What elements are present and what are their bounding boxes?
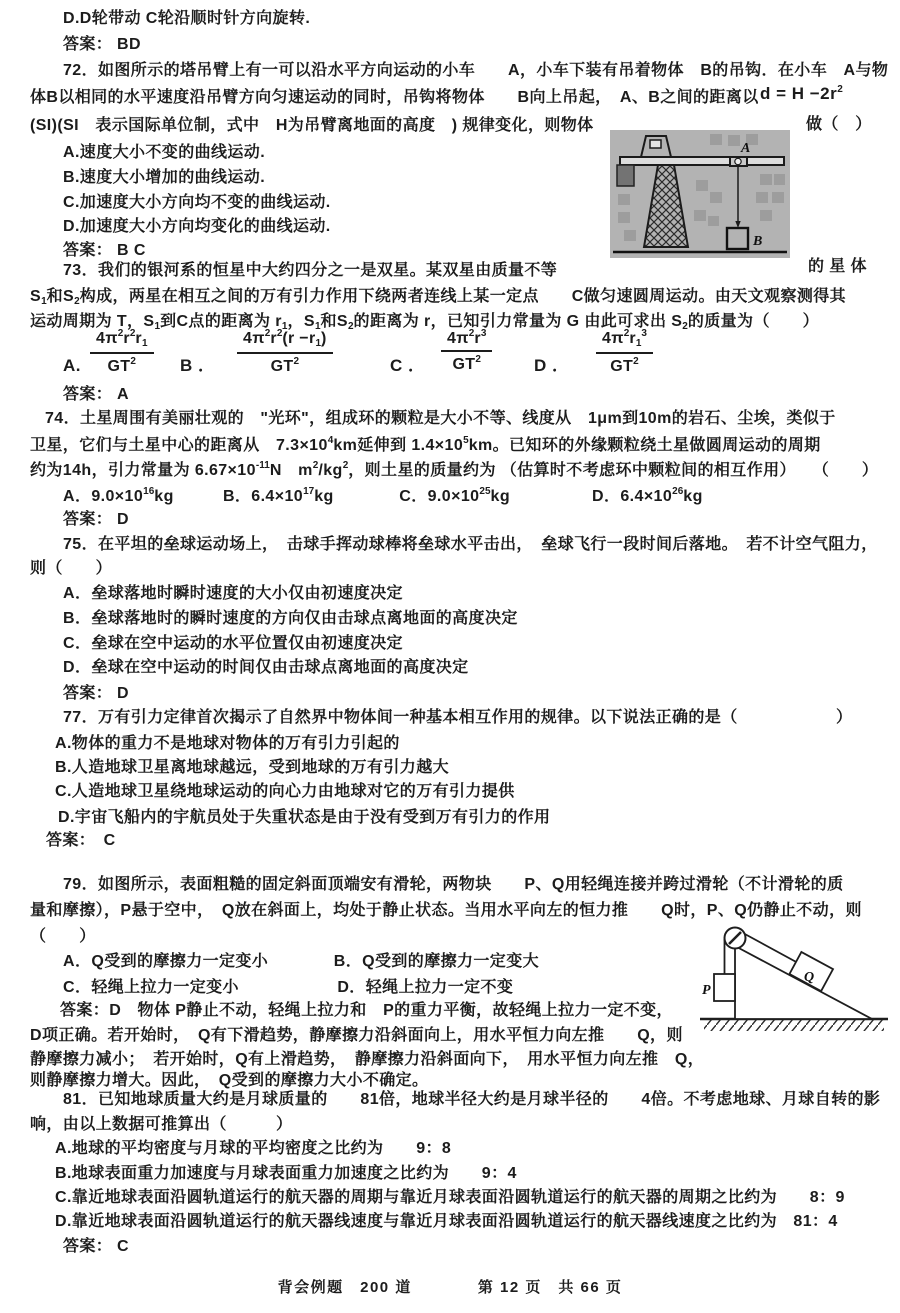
q77-line1: 77．万有引力定律首次揭示了自然界中物体间一种基本相互作用的规律。以下说法正确的是（ ）: [63, 709, 853, 726]
q81-option-a: A.地球的平均密度与月球的平均密度之比约为 9：8: [55, 1140, 452, 1157]
crane-block-b: [727, 228, 748, 249]
q79-line2: 量和摩擦），P悬于空中， Q放在斜面上，均处于静止状态。当用水平向左的恒力推 Q时，P、Q仍静止不动，则: [30, 902, 862, 919]
q71-answer: 答案： BD: [63, 36, 141, 53]
q79-line1: 79．如图所示，表面粗糙的固定斜面顶端安有滑轮，两物块 P、Q用轻绳连接并跨过滑轮（不计滑轮的质: [63, 876, 844, 893]
q79-answer-line4: 则静摩擦力增大。因此， Q受到的摩擦力大小不确定。: [30, 1072, 429, 1089]
q72-line3b: 做（ ）: [806, 116, 872, 133]
q75-answer: 答案： D: [63, 685, 130, 702]
q74-line2: 卫星，它们与土星中心的距离从 $7.3\times 10^4km$延伸到 $1.4\times 10^5km$。已知环的外缘颗粒绕土星做圆周运动的周期: [30, 435, 821, 454]
q72-option-d: D.加速度大小方向均变化的曲线运动.: [63, 218, 331, 235]
q73-line1: 73．我们的银河系的恒星中大约四分之一是双星。某双星由质量不等: [63, 262, 558, 279]
q75-option-d: D．垒球在空中运动的时间仅由击球点离地面的高度决定: [63, 659, 469, 676]
q75-option-a: A．垒球落地时瞬时速度的大小仅由初速度决定: [63, 585, 403, 602]
q73-line3: 运动周期为 T，$S_1$到C点的距离为 $r_1$，$S_1$和$S_2$的距离为 r，已知引力常量为 G 由此可求出 $S_2$的质量为（ ）: [30, 313, 820, 332]
q73-answer: 答案： A: [63, 386, 130, 403]
q79-options-ab: A．Q受到的摩擦力一定变小 B．Q受到的摩擦力一定变大: [63, 953, 540, 970]
crane-boom: [620, 157, 784, 165]
q72-line2: 体B以相同的水平速度沿吊臂方向匀速运动的同时，吊钩将物体 B向上吊起， A、B之间的距离以: [30, 89, 759, 106]
q74-line1: 74．土星周围有美丽壮观的 "光环"，组成环的颗粒是大小不等、线度从 1μm到10m的岩石、尘埃，类似于: [45, 410, 836, 427]
q75-line1: 75．在平坦的垒球运动场上， 击球手挥动球棒将垒球水平击出， 垒球飞行一段时间后落地。 若不计空气阻力，: [63, 536, 878, 553]
q77-option-d: D.宇宙飞船内的宇航员处于失重状态是由于没有受到万有引力的作用: [58, 809, 551, 826]
q72-line3: (SI)(SI 表示国际单位制，式中 H为吊臂离地面的高度 ) 规律变化，则物体: [30, 117, 594, 134]
ground-hatching: [704, 1020, 884, 1031]
q73-option-c-formula: [441, 328, 492, 375]
q73-option-b-formula: [237, 328, 333, 376]
q81-answer: 答案： C: [63, 1238, 130, 1255]
q73-line1b: 的 星 体: [808, 258, 867, 275]
q79-answer-line1: 答案：D 物体 P静止不动，轻绳上拉力和 P的重力平衡，故轻绳上拉力一定不变，: [60, 1002, 673, 1019]
q73-option-a-label: A.: [63, 356, 81, 375]
q73-line2: $S_1$和$S_2$构成，两星在相互之间的万有引力作用下绕两者连线上某一定点 C做匀速圆周运动。由天文观察测得其: [30, 288, 847, 307]
q79-answer-line3: 静摩擦力减小； 若开始时，Q有上滑趋势， 静摩擦力沿斜面向下， 用水平恒力向左推 Q，: [30, 1051, 705, 1068]
q79-line3: （ ）: [30, 928, 96, 945]
q75-option-b: B．垒球落地时的瞬时速度的方向仅由击球点离地面的高度决定: [63, 610, 518, 627]
q81-option-d: D.靠近地球表面沿圆轨道运行的航天器线速度与靠近月球表面沿圆轨道运行的航天器线速度之比约为 81：4: [55, 1213, 838, 1230]
crane-counterweight: [617, 165, 634, 186]
q73-option-c-label: C ．: [390, 356, 426, 375]
incline-figure: [698, 915, 890, 1037]
q74-options: A．$9.0\times 10^{16}kg$ B．$6.4\times 10^{17}kg$ C．$9.0\times 10^{25}kg$ D．$6.4\times 10^{26}kg$: [63, 486, 703, 505]
q79-answer-line2: D项正确。若开始时， Q有下滑趋势，静摩擦力沿斜面向上，用水平恒力向左推 Q，则: [30, 1027, 683, 1044]
q77-answer: 答案： C: [46, 832, 116, 849]
q72-line1: 72．如图所示的塔吊臂上有一可以沿水平方向运动的小车 A，小车下装有吊着物体 B的吊钩．在小车 A与物: [63, 62, 889, 79]
crane-label-b: B: [753, 234, 763, 249]
q73-option-b-label: B ．: [180, 356, 216, 375]
q75-option-c: C．垒球在空中运动的水平位置仅由初速度决定: [63, 635, 403, 652]
crane-label-a: A: [741, 141, 751, 156]
q74-answer: 答案： D: [63, 511, 130, 528]
block-p: [714, 974, 735, 1001]
q74-line3: 约为14h，引力常量为 $6.67\times 10^{-11}N$ $m^2/kg^2$，则土星的质量约为 （估算时不考虑环中颗粒间的相互作用） （ ）: [30, 460, 879, 479]
q72-answer: 答案： B C: [63, 242, 146, 259]
q81-option-c: C.靠近地球表面沿圆轨道运行的航天器的周期与靠近月球表面沿圆轨道运行的航天器的周期之比约为 8：9: [55, 1189, 845, 1206]
crane-figure: [610, 130, 790, 258]
incline-label-p: P: [702, 983, 711, 998]
q77-option-c: C.人造地球卫星绕地球运动的向心力由地球对它的万有引力提供: [55, 783, 515, 800]
q75-line2: 则（ ）: [30, 560, 113, 577]
q72-distance-formula: $d = H -2r^2$: [760, 84, 843, 103]
q71-option-d: D.D轮带动 C轮沿顺时针方向旋转.: [63, 10, 311, 27]
fraction: $\frac{4\pi^2r_1^3}{GT^2}$: [596, 328, 653, 376]
q77-option-a: A.物体的重力不是地球对物体的万有引力引起的: [55, 735, 400, 752]
crane-trolley-wheel: [735, 158, 741, 164]
page-footer: 背会例题 200 道 第 12 页 共 66 页: [277, 1279, 623, 1296]
q72-option-b: B.速度大小增加的曲线运动.: [63, 169, 266, 186]
q72-option-c: C.加速度大小方向均不变的曲线运动.: [63, 194, 331, 211]
fraction: $\frac{4\pi^2r^3}{GT^2}$: [441, 328, 492, 375]
fraction: $\frac{4\pi^2r^2(r -r_1)}{GT^2}$: [237, 328, 333, 376]
q81-line2: 响，由以上数据可推算出（ ）: [30, 1116, 293, 1133]
crane-cab-window: [650, 140, 661, 148]
incline-label-q: Q: [804, 970, 815, 985]
q77-option-b: B.人造地球卫星离地球越远，受到地球的万有引力越大: [55, 759, 450, 776]
fraction: $\frac{4\pi^2r^2r_1}{GT^2}$: [90, 328, 154, 376]
q72-option-a: A.速度大小不变的曲线运动.: [63, 144, 266, 161]
q73-option-d-formula: [596, 328, 653, 376]
q81-line1: 81．已知地球质量大约是月球质量的 81倍，地球半径大约是月球半径的 4倍。不考虑地球、月球自转的影: [63, 1091, 881, 1108]
q73-option-a-formula: [90, 328, 154, 376]
q81-option-b: B.地球表面重力加速度与月球表面重力加速度之比约为 9：4: [55, 1165, 517, 1182]
q79-options-cd: C．轻绳上拉力一定变小 D．轻绳上拉力一定不变: [63, 979, 514, 996]
q73-option-d-label: D ．: [534, 356, 570, 375]
